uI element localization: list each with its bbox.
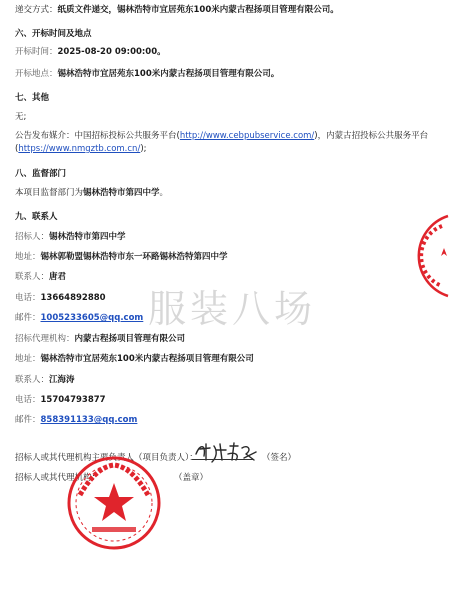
tenderer-contact-line — [15, 271, 66, 283]
submission-label: 递交方式： — [15, 5, 58, 15]
section6-title: 六、开标时间及地点 — [15, 29, 92, 39]
agent-phone-line — [15, 394, 106, 406]
submission-line — [15, 4, 339, 16]
handwritten-signature — [192, 440, 262, 467]
signoff-suffix-2: （盖章） — [174, 473, 209, 483]
tenderer-contact-label: 联系人： — [15, 272, 50, 282]
supervision-line — [15, 187, 168, 199]
tenderer-line — [15, 231, 126, 243]
nmgztb-link[interactable]: https://www.nmgztb.com.cn/ — [18, 144, 141, 154]
other-none: 无; — [15, 112, 27, 122]
partial-seal-stamp — [402, 212, 450, 303]
tenderer-address-line — [15, 251, 228, 263]
section8-title: 八、监督部门 — [15, 169, 67, 179]
agent-phone-value: 15704793877 — [40, 395, 106, 405]
tenderer-address-value: 锡林郭勒盟锡林浩特市东一环路锡林浩特第四中学 — [40, 252, 228, 262]
media-line-2 — [15, 143, 147, 155]
media-suffix: ); — [140, 144, 147, 154]
agent-phone-label: 电话： — [15, 395, 41, 405]
tenderer-contact-value: 唐君 — [49, 272, 67, 282]
signoff-prefix-2: 招标人或其代理机构： — [15, 473, 101, 483]
agent-address-line — [15, 353, 254, 365]
media-prefix: 公告发布媒介：中国招标投标公共服务平台( — [15, 131, 180, 141]
agent-label: 招标代理机构： — [15, 334, 75, 344]
signature-underline — [192, 459, 254, 460]
agent-address-label: 地址： — [15, 354, 41, 364]
open-time-line — [15, 46, 166, 58]
agent-contact-label: 联系人： — [15, 375, 50, 385]
open-place-line — [15, 68, 279, 80]
agent-line — [15, 333, 185, 345]
media-open: ( — [15, 144, 19, 154]
agent-email-line — [15, 414, 137, 426]
submission-value: 纸质文件递交，锡林浩特市宜居苑东100米内蒙古程扬项目管理有限公司。 — [57, 5, 339, 15]
supervision-suffix: 。 — [159, 188, 169, 198]
tenderer-phone-line — [15, 292, 106, 304]
agent-value: 内蒙古程扬项目管理有限公司 — [74, 334, 186, 344]
media-line-1 — [15, 130, 428, 142]
open-place-value: 锡林浩特市宜居苑东100米内蒙古程扬项目管理有限公司。 — [57, 69, 280, 79]
tenderer-email-line — [15, 312, 143, 324]
agent-email-label: 邮件： — [15, 415, 41, 425]
open-time-value: 2025-08-20 09:00:00。 — [57, 47, 166, 57]
tenderer-email-link[interactable]: 1005233605@qq.com — [40, 313, 144, 323]
tenderer-value: 锡林浩特市第四中学 — [49, 232, 126, 242]
agent-contact-line — [15, 374, 75, 386]
section7-title: 七、其他 — [15, 93, 50, 103]
tenderer-phone-label: 电话： — [15, 293, 41, 303]
cebpub-link[interactable]: http://www.cebpubservice.com/ — [179, 131, 315, 141]
section9-title: 九、联系人 — [15, 212, 58, 222]
open-place-label: 开标地点： — [15, 69, 58, 79]
agent-email-link[interactable]: 858391133@qq.com — [40, 415, 138, 425]
media-middle: )，内蒙古招投标公共服务平台 — [314, 131, 429, 141]
tenderer-phone-value: 13664892880 — [40, 293, 106, 303]
tenderer-email-label: 邮件： — [15, 313, 41, 323]
agent-contact-value: 江海涛 — [49, 375, 75, 385]
agent-address-value: 锡林浩特市宜居苑东100米内蒙古程扬项目管理有限公司 — [40, 354, 254, 364]
supervision-prefix: 本项目监督部门为 — [15, 188, 84, 198]
supervision-dept: 锡林浩特市第四中学 — [83, 188, 160, 198]
open-time-label: 开标时间： — [15, 47, 58, 57]
tenderer-label: 招标人： — [15, 232, 50, 242]
official-seal-stamp — [66, 455, 162, 554]
signoff-suffix-1: （签名） — [262, 453, 297, 463]
signoff-prefix-1: 招标人或其代理机构主要负责人（项目负责人）： — [15, 453, 198, 463]
tenderer-address-label: 地址： — [15, 252, 41, 262]
watermark-text: 服装八场 — [148, 287, 317, 331]
